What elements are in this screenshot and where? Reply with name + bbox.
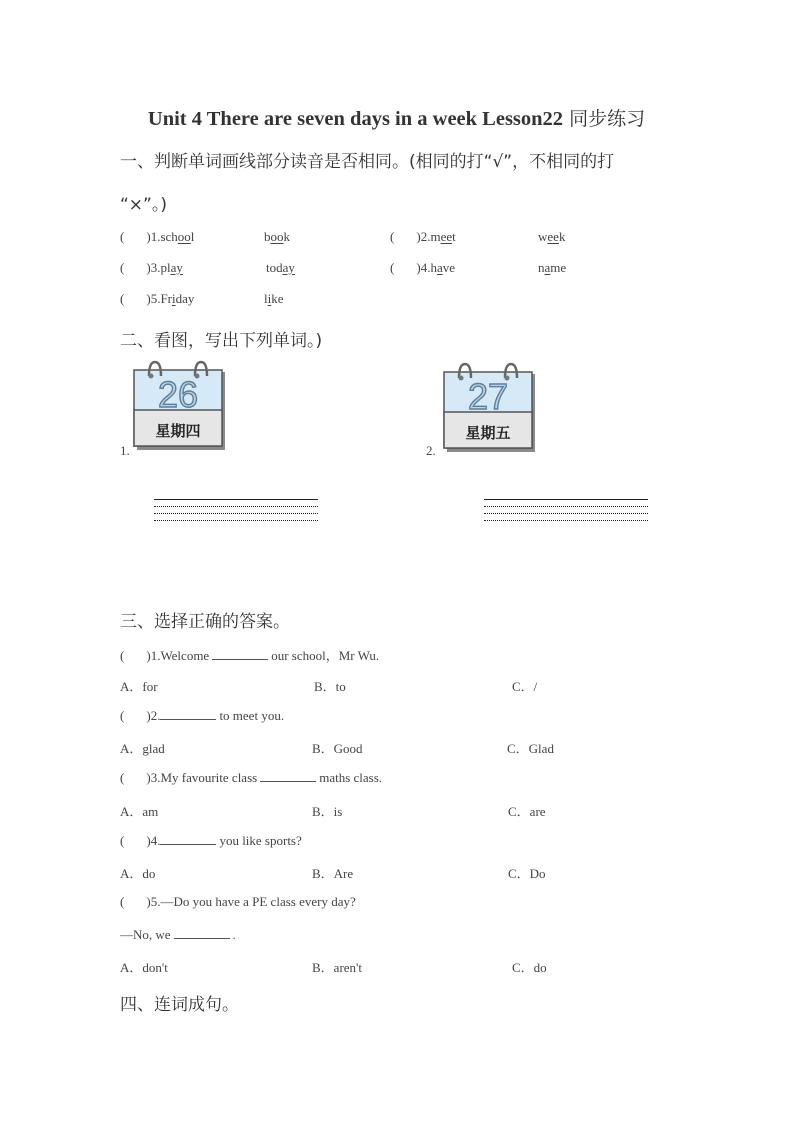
- word2-underlined: oo: [270, 229, 284, 244]
- s3-question-1: [120, 645, 379, 664]
- answer-bracket-close: ): [146, 260, 151, 275]
- section2-heading: 二、看图，写出下列单词。): [120, 331, 323, 351]
- section1-heading-line2: “×”。): [120, 195, 167, 215]
- option-c[interactable]: C．Do: [508, 866, 546, 881]
- word1-suffix: l: [190, 229, 195, 244]
- calendar-weekday-text: 星期四: [155, 422, 201, 440]
- section1-heading-line1: 一、判断单词画线部分读音是否相同。(相同的打“√”，不相同的打: [120, 152, 615, 172]
- word1-suffix: ve: [442, 260, 455, 275]
- word2-suffix: ke: [271, 291, 284, 306]
- calendar-icon: [133, 360, 228, 452]
- answer-bracket-open[interactable]: (: [390, 229, 395, 244]
- s1-item-3: [120, 260, 183, 276]
- answer-bracket-open[interactable]: (: [120, 894, 125, 909]
- option-a[interactable]: A．am: [120, 804, 159, 819]
- item-number: 1.: [150, 229, 161, 244]
- question-number: 5.: [150, 894, 161, 909]
- word2-prefix: tod: [266, 260, 283, 275]
- s1-item-2-compare: [538, 229, 565, 245]
- option-a[interactable]: A．for: [120, 679, 158, 694]
- s3-question-5-line2: [120, 926, 236, 943]
- word2-underlined: i: [267, 291, 272, 306]
- answer-bracket-close: ): [146, 291, 151, 306]
- question-number: 1.: [150, 648, 161, 663]
- word1-prefix: sch: [160, 229, 178, 244]
- word1-underlined: oo: [177, 229, 191, 244]
- question-text-pre: My favourite class: [160, 770, 258, 785]
- answer-bracket-open[interactable]: (: [120, 770, 125, 785]
- calendar-icon-friday: [443, 362, 535, 450]
- answer-bracket-open[interactable]: (: [390, 260, 395, 275]
- question-number: 2.: [150, 708, 161, 723]
- option-c[interactable]: C．Glad: [507, 741, 554, 756]
- word2-prefix: b: [264, 229, 271, 244]
- answer-bracket-close: ): [416, 229, 421, 244]
- answer-bracket-close: ): [416, 260, 421, 275]
- option-b[interactable]: B．to: [314, 679, 346, 694]
- s1-item-5-compare: [264, 291, 284, 307]
- s3-question-3: [120, 769, 382, 786]
- writing-lines-1[interactable]: [154, 499, 318, 527]
- question-number: 4.: [150, 833, 161, 848]
- option-c[interactable]: C．are: [508, 804, 546, 819]
- question-text-pre: —No, we: [120, 927, 171, 942]
- word1-underlined: a: [436, 260, 443, 275]
- word2-prefix: n: [538, 260, 545, 275]
- item-number: 3.: [150, 260, 161, 275]
- word1-suffix: day: [175, 291, 195, 306]
- answer-bracket-close: ): [146, 770, 151, 785]
- word1-underlined: i: [172, 291, 176, 306]
- s2-item-1-number: 1.: [120, 443, 130, 458]
- section4-heading: 四、连词成句。: [120, 995, 239, 1015]
- answer-bracket-open[interactable]: (: [120, 648, 125, 663]
- fill-blank[interactable]: [174, 926, 230, 939]
- s1-item-2: [390, 229, 456, 245]
- word1-prefix: Fr: [160, 291, 172, 306]
- word2-suffix: k: [283, 229, 290, 244]
- option-a[interactable]: A．don't: [120, 960, 168, 975]
- calendar-weekday-text: 星期五: [465, 424, 511, 442]
- answer-bracket-open[interactable]: (: [120, 260, 125, 275]
- s3-question-2: [120, 707, 284, 724]
- s1-item-1: [120, 229, 194, 245]
- option-b[interactable]: B．aren't: [312, 960, 362, 975]
- s1-item-1-compare: [264, 229, 290, 245]
- item-number: 5.: [150, 291, 161, 306]
- answer-bracket-close: ): [146, 708, 151, 723]
- question-text-post: maths class.: [319, 770, 383, 785]
- question-text-post: our school，Mr Wu.: [271, 648, 380, 663]
- question-text-pre: Welcome: [160, 648, 210, 663]
- calendar-date-text: 26: [157, 374, 199, 415]
- fill-blank[interactable]: [160, 707, 216, 720]
- title-chinese: 同步练习: [569, 108, 646, 130]
- section3-heading: 三、选择正确的答案。: [120, 612, 290, 632]
- answer-bracket-close: ): [146, 894, 151, 909]
- option-c[interactable]: C．/: [512, 679, 538, 694]
- calendar-date-text: 27: [467, 376, 509, 417]
- word1-underlined: ay: [170, 260, 183, 275]
- s1-item-3-compare: [266, 260, 295, 276]
- answer-bracket-open[interactable]: (: [120, 708, 125, 723]
- option-c[interactable]: C．do: [512, 960, 547, 975]
- question-text-post: .: [232, 927, 236, 942]
- question-text-pre: —Do you have a PE class every day?: [160, 894, 356, 909]
- writing-lines-2[interactable]: [484, 499, 648, 527]
- option-b[interactable]: B．Good: [312, 741, 363, 756]
- answer-bracket-open[interactable]: (: [120, 229, 125, 244]
- s3-question-5: [120, 894, 356, 910]
- calendar-icon: [443, 362, 538, 454]
- answer-bracket-close: ): [146, 648, 151, 663]
- fill-blank[interactable]: [160, 832, 216, 845]
- option-b[interactable]: B．Are: [312, 866, 354, 881]
- s2-item-2-number: 2.: [426, 443, 436, 458]
- word2-underlined: ee: [547, 229, 559, 244]
- word1-prefix: h: [430, 260, 437, 275]
- word1-prefix: pl: [160, 260, 171, 275]
- s3-question-4: [120, 832, 302, 849]
- word1-suffix: t: [452, 229, 456, 244]
- word2-suffix: me: [550, 260, 567, 275]
- option-a[interactable]: A．do: [120, 866, 156, 881]
- word2-prefix: w: [538, 229, 548, 244]
- option-b[interactable]: B．is: [312, 804, 343, 819]
- option-a[interactable]: A．glad: [120, 741, 165, 756]
- title-english: Unit 4 There are seven days in a week Lesson22: [147, 108, 564, 130]
- answer-bracket-close: ): [146, 229, 151, 244]
- answer-bracket-close: ): [146, 833, 151, 848]
- question-text-post: to meet you.: [219, 708, 285, 723]
- s1-item-4-compare: [538, 260, 566, 276]
- word1-underlined: ee: [440, 229, 453, 244]
- word1-prefix: m: [430, 229, 441, 244]
- fill-blank[interactable]: [260, 769, 316, 782]
- answer-bracket-open[interactable]: (: [120, 833, 125, 848]
- calendar-icon-thursday: [133, 360, 225, 448]
- item-number: 2.: [420, 229, 431, 244]
- word2-underlined: ay: [282, 260, 295, 275]
- fill-blank[interactable]: [212, 647, 268, 660]
- word2-suffix: k: [558, 229, 566, 244]
- s1-item-4: [390, 260, 455, 276]
- answer-bracket-open[interactable]: (: [120, 291, 125, 306]
- s1-item-5: [120, 291, 194, 307]
- word2-prefix: l: [264, 291, 268, 306]
- question-number: 3.: [150, 770, 161, 785]
- word2-underlined: a: [544, 260, 551, 275]
- worksheet-title: [0, 104, 793, 131]
- question-text-post: you like sports?: [219, 833, 302, 848]
- item-number: 4.: [420, 260, 431, 275]
